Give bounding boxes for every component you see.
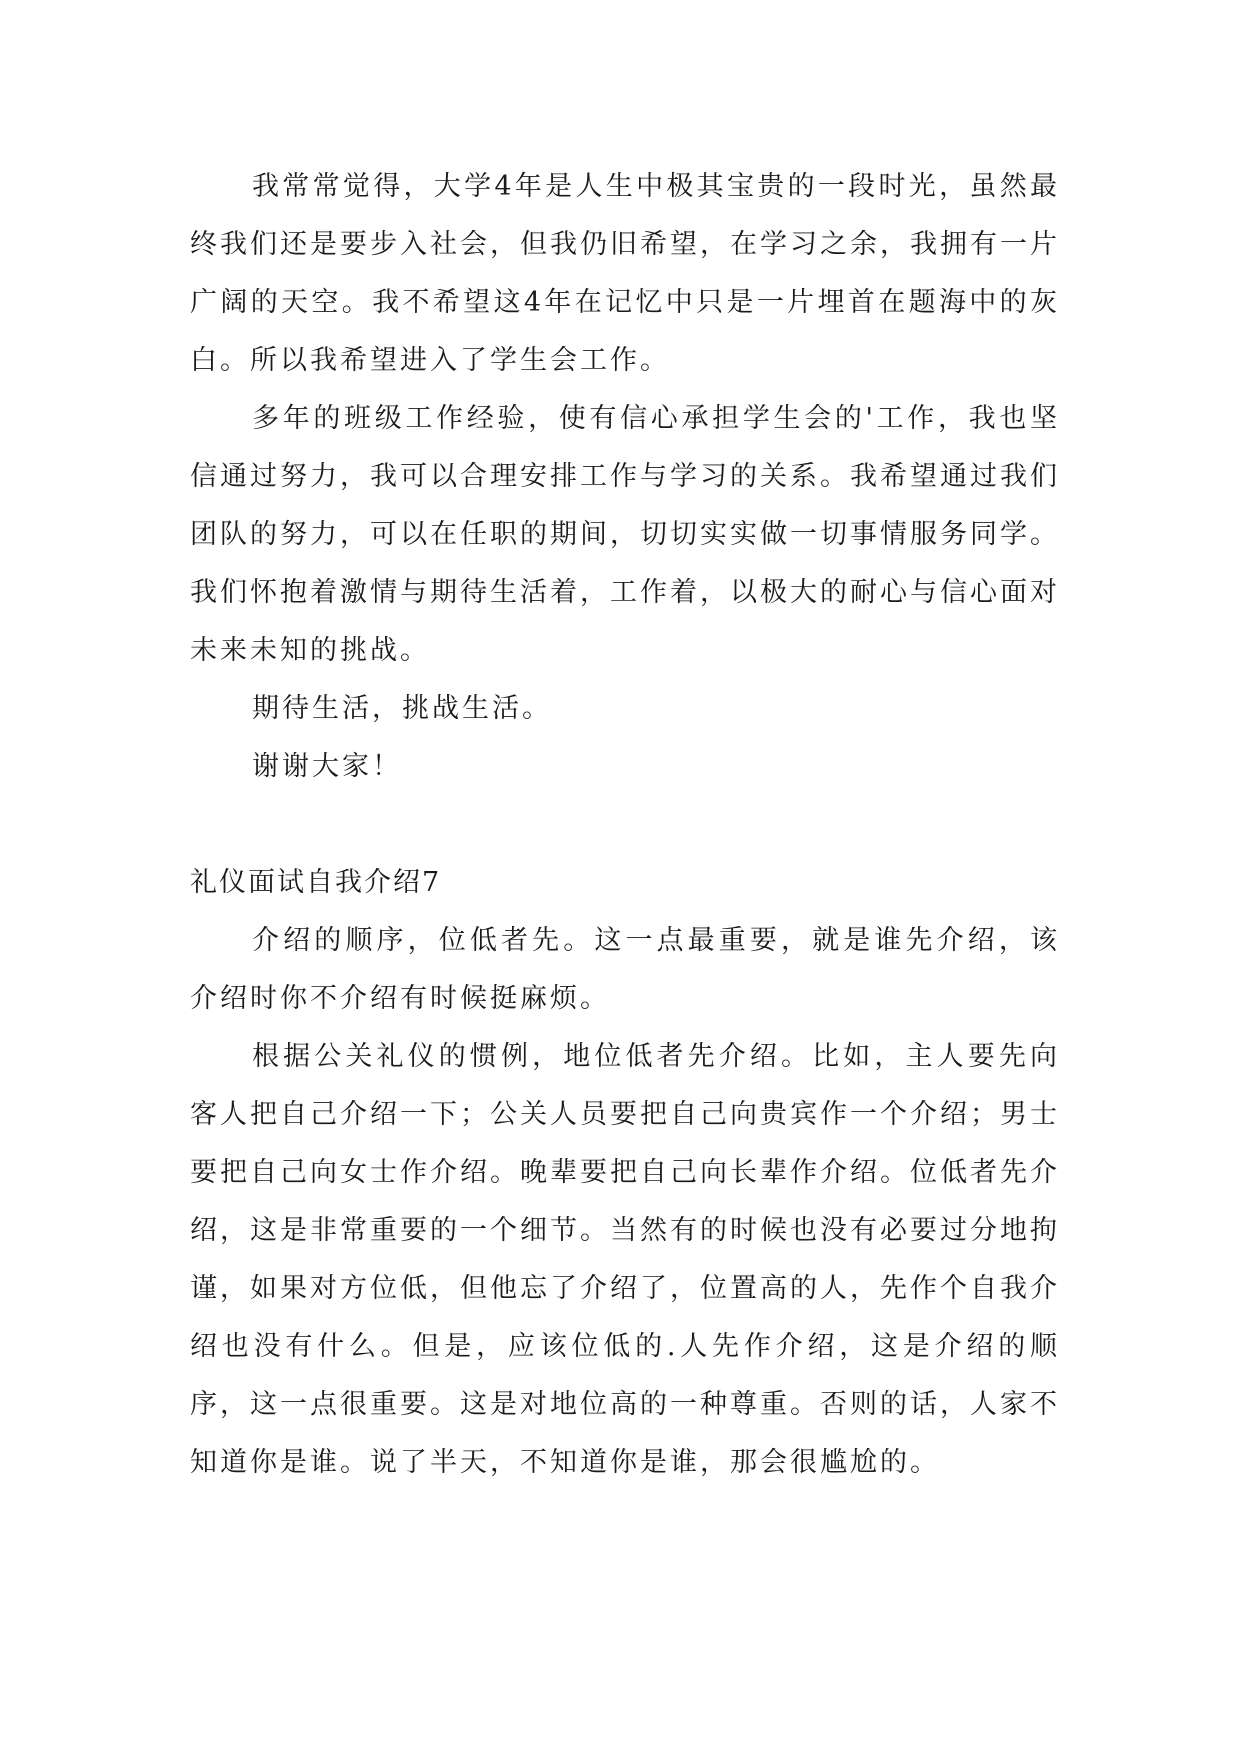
paragraph-thanks: 谢谢大家！ [252,751,402,782]
paragraph-expect-life: 期待生活，挑战生活。 [252,693,552,724]
document-body [190,158,1060,1492]
paragraph-university-time: 我常常觉得，大学4年是人生中极其宝贵的一段时光，虽然最终我们还是要步入社会，但我仍旧希望，在学习之余，我拥有一片广阔的天空。我不希望这4年在记忆中只是一片埋首在题海中的灰白。所以我希望进入了学生会工作。 [190,171,1060,376]
paragraph-introduction-order: 介绍的顺序，位低者先。这一点最重要，就是谁先介绍，该介绍时你不介绍有时候挺麻烦。 [190,925,1060,1014]
section-spacer [190,796,1060,854]
paragraph-etiquette-practice: 根据公关礼仪的惯例，地位低者先介绍。比如，主人要先向客人把自己介绍一下；公关人员要把自己向贵宾作一个介绍；男士要把自己向女士作介绍。晚辈要把自己向长辈作介绍。位低者先介绍，这是非常重要的一个细节。当然有的时候也没有必要过分地拘谨，如果对方位低，但他忘了介绍了，位置高的人，先作个自我介绍也没有什么。但是，应该位低的.人先作介绍，这是介绍的顺序，这一点很重要。这是对地位高的一种尊重。否则的话，人家不知道你是谁。说了半天，不知道你是谁，那会很尴尬的。 [190,1041,1060,1478]
section-heading: 礼仪面试自我介绍7 [190,867,442,898]
paragraph-class-work-experience: 多年的班级工作经验，使有信心承担学生会的'工作，我也坚信通过努力，我可以合理安排工作与学习的关系。我希望通过我们团队的努力，可以在任职的期间，切切实实做一切事情服务同学。我们怀抱着激情与期待生活着，工作着，以极大的耐心与信心面对未来未知的挑战。 [190,403,1060,666]
